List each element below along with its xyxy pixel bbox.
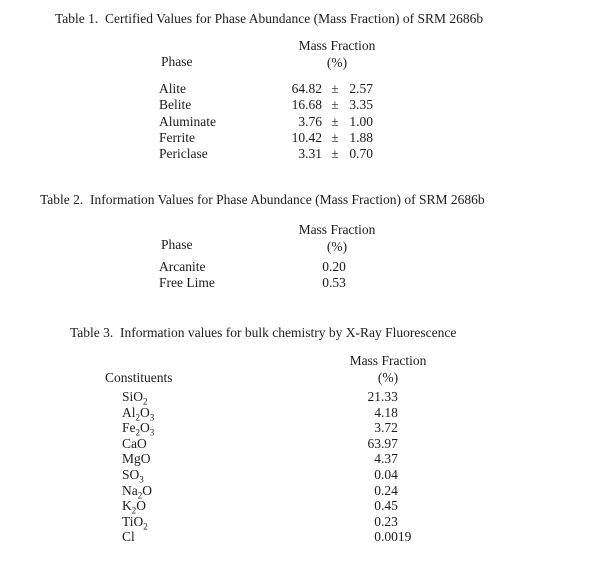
table1-phase-cell: Alite bbox=[159, 81, 186, 96]
table3-constituent-cell: $K_2O$ bbox=[122, 498, 146, 516]
table3-constituents-column-header: Constituents bbox=[105, 370, 173, 385]
table3-mass-fraction-label: Mass Fraction bbox=[349, 353, 427, 368]
uncertainty-value: 1.00 bbox=[349, 113, 373, 129]
certified-value: 3.31 bbox=[298, 146, 322, 162]
table1-value-cell bbox=[270, 114, 373, 130]
table3-percent-label: (%) bbox=[377, 370, 399, 385]
table3-value-column-header bbox=[350, 352, 427, 386]
plus-minus-symbol: ± bbox=[331, 97, 339, 113]
table3-constituent-cell: $Na_2O$ bbox=[122, 482, 152, 501]
certified-value: 3.76 bbox=[298, 113, 322, 129]
table2-value-cell: 0.53 bbox=[322, 274, 346, 290]
table3-value-cell: 4.18 bbox=[374, 404, 398, 420]
table3-value-cell: 0.23 bbox=[374, 513, 398, 529]
certified-value: 64.82 bbox=[291, 81, 322, 96]
uncertainty-value: 2.57 bbox=[349, 81, 373, 96]
table3-constituent-cell: TiO$_2$ bbox=[122, 513, 148, 532]
table1-value-column-header bbox=[299, 37, 376, 71]
table3-value-cell: 21.33 bbox=[367, 389, 398, 404]
table3-constituent-cell: $SO_3$ bbox=[122, 466, 144, 485]
table1-value-cell bbox=[270, 97, 373, 113]
table1-value-cell bbox=[270, 81, 373, 97]
table3-constituent-cell: Cl bbox=[122, 529, 135, 545]
table2-value-column bbox=[300, 259, 368, 291]
table3-value-cell: 0.0019 bbox=[374, 529, 412, 545]
table1-phase-cell: Aluminate bbox=[159, 113, 216, 129]
table2-phase-column-header: Phase bbox=[161, 237, 193, 252]
uncertainty-value: 1.88 bbox=[349, 129, 373, 145]
table3-value-column bbox=[351, 389, 411, 545]
table3-value-cell: 63.97 bbox=[367, 435, 398, 451]
table1-mass-fraction-label: Mass Fraction bbox=[298, 38, 376, 53]
table1-value-column bbox=[270, 81, 373, 162]
table3-value-cell: 3.72 bbox=[374, 420, 398, 436]
table3-title: Table 3. Information values for bulk chemistry by X-Ray Fluorescence bbox=[70, 325, 457, 340]
table3-constituent-cell: MgO bbox=[122, 451, 151, 467]
plus-minus-symbol: ± bbox=[331, 81, 339, 96]
table2-mass-fraction-label: Mass Fraction bbox=[298, 222, 376, 237]
table3-value-cell: 0.04 bbox=[374, 466, 398, 482]
table3-constituent-cell: $Al_2O_3$ bbox=[122, 404, 155, 423]
table1-phase-column bbox=[159, 81, 216, 162]
table2-phase-column bbox=[159, 259, 215, 291]
table2-percent-label: (%) bbox=[326, 239, 348, 254]
table3-value-cell: 0.24 bbox=[374, 482, 398, 498]
plus-minus-symbol: ± bbox=[331, 113, 339, 129]
table2-phase-cell: Arcanite bbox=[159, 259, 206, 274]
uncertainty-value: 3.35 bbox=[349, 97, 373, 113]
table2-value-column-header bbox=[299, 221, 376, 255]
table3-constituent-cell: $Fe_2O_3$ bbox=[122, 420, 155, 438]
table1-value-cell bbox=[270, 130, 373, 146]
certified-value: 10.42 bbox=[291, 129, 322, 145]
plus-minus-symbol: ± bbox=[331, 129, 339, 145]
table1-phase-column-header: Phase bbox=[161, 54, 193, 69]
table3-constituent-cell: SiO$_2$ bbox=[122, 389, 148, 407]
table1-title: Table 1. Certified Values for Phase Abundance (Mass Fraction) of SRM 2686b bbox=[55, 11, 484, 26]
certified-value: 16.68 bbox=[291, 97, 322, 113]
table1-percent-label: (%) bbox=[326, 55, 348, 70]
table1-value-cell bbox=[270, 146, 373, 162]
table3-constituent-column bbox=[122, 389, 154, 545]
table2-phase-cell: Free Lime bbox=[159, 274, 215, 290]
uncertainty-value: 0.70 bbox=[349, 146, 373, 162]
table3-value-cell: 0.45 bbox=[374, 498, 398, 514]
plus-minus-symbol: ± bbox=[331, 146, 339, 162]
table1-phase-cell: Periclase bbox=[159, 146, 208, 162]
table2-value-cell: 0.20 bbox=[322, 259, 346, 274]
table1-phase-cell: Ferrite bbox=[159, 129, 195, 145]
table1-phase-cell: Belite bbox=[159, 97, 192, 113]
table2-title: Table 2. Information Values for Phase Abundance (Mass Fraction) of SRM 2686b bbox=[40, 192, 485, 207]
table3-value-cell: 4.37 bbox=[374, 451, 398, 467]
table3-constituent-cell: CaO bbox=[122, 435, 147, 451]
